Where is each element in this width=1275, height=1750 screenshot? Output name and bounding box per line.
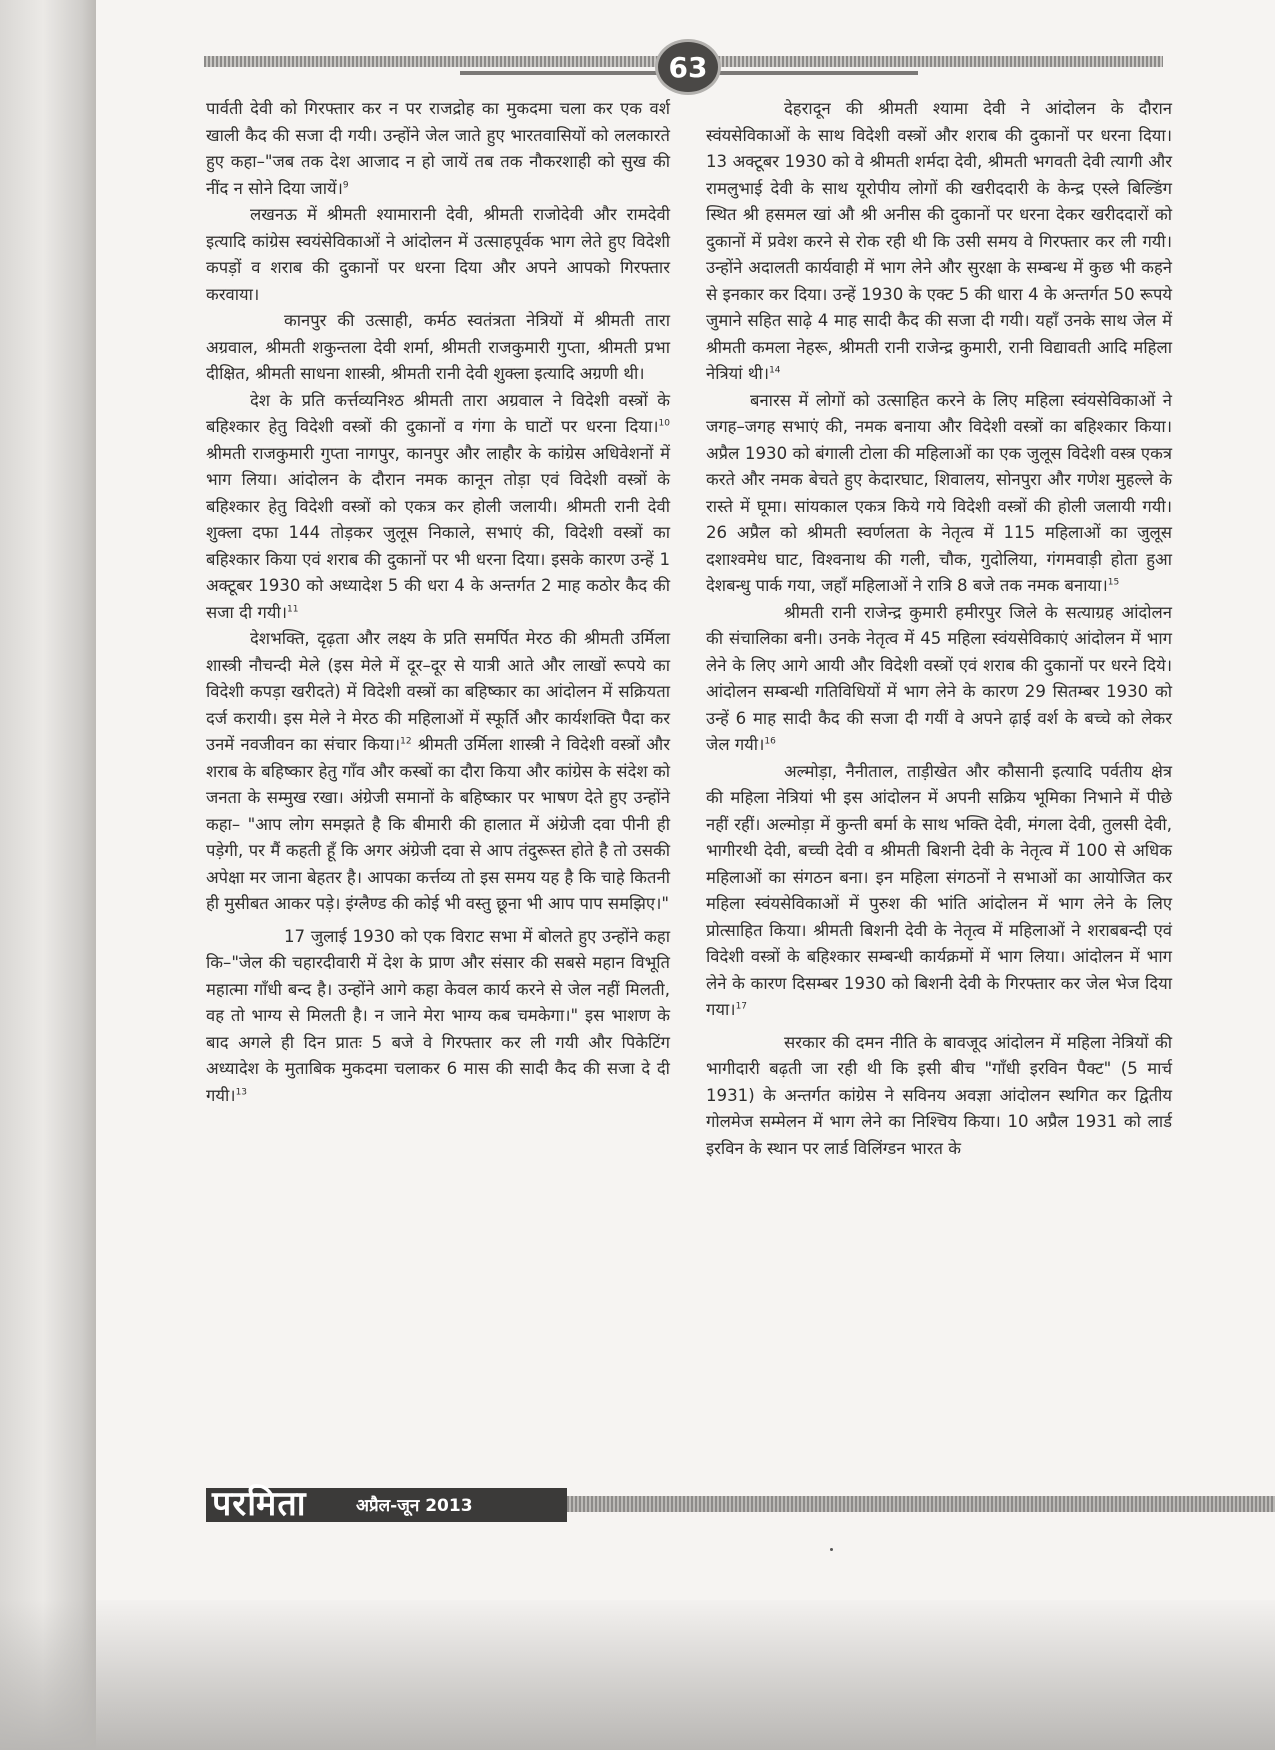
left-column [206, 96, 670, 1109]
footnote-marker: 13 [235, 1086, 248, 1097]
paragraph-text: बनारस में लोगों को उत्साहित करने के लिए महिला स्वंयसेविकाओं ने जगह–जगह सभाएं की, नमक बनाया और विदेशी वस्त्रों का बहिश्कार किया। अप्रैल 1930 को बंगाली टोला की महिलाओं का एक जुलूस विदेशी वस्त्र एकत्र करते और नमक बेचते हुए केदारघाट, शिवालय, सोनपुरा और गणेश मुहल्ले के रास्ते में घूमा। सांयकाल एकत्र किये गये विदेशी वस्त्रों की होली जलायी गयी। 26 अप्रैल को श्रीमती स्वर्णलता के नेतृत्व में 115 महिलाओं का जुलूस दशाश्वमेध घाट, विश्वनाथ की गली, चौक, गुदोलिया, गंगमवाड़ी होता हुआ देशबन्धु पार्क गया, जहाँ महिलाओं ने रात्रि 8 बजे तक नमक बनाया। [706, 390, 1172, 595]
paragraph-text: 17 जुलाई 1930 को एक विराट सभा में बोलते हुए उन्होंने कहा कि–"जेल की चहारदीवारी में देश के प्राण और संसार की सबसे महान विभूति महात्मा गाँधी बन्द है। उन्होंने आगे कहा केवल कार्य करने से जेल नहीं मिलती, वह तो भाग्य से मिलती है। न जाने मेरा भाग्य कब चमकेगा।" इस भाशण के बाद अगले ही दिन प्रातः 5 बजे वे गिरफ्तार कर ली गयी और पिकेटिंग अध्यादेश के मुताबिक मुकदमा चलाकर 6 मास की सादी कैद की सजा दे दी गयी। [206, 926, 670, 1105]
footnote-marker: 16 [764, 736, 776, 747]
paragraph [706, 96, 1172, 388]
page-gutter [0, 0, 96, 1750]
paragraph-text: पार्वती देवी को गिरफ्तार कर न पर राजद्रोह का मुकदमा चला कर एक वर्श खाली कैद की सजा दी गयी। उन्होंने जेल जाते हुए भारतवासियों को ललकारते हुए कहा–"जब तक देश आजाद न हो जायें तब तक नौकरशाही को सुख की नींद न सोने दिया जायें। [206, 99, 670, 198]
paragraph-text: सरकार की दमन नीति के बावजूद आंदोलन में महिला नेत्रियों की भागीदारी बढ़ती जा रही थी कि इसी बीच "गाँधी इरविन पैक्ट" (5 मार्च 1931) के अन्तर्गत कांग्रेस ने सविनय अवज्ञा आंदोलन स्थगित कर द्वितीय गोलमेज सम्मेलन में भाग लेने का निश्चिय किया। 10 अप्रैल 1931 को लार्ड इरविन के स्थान पर लार्ड विलिंग्डन भारत के [706, 1032, 1172, 1158]
paragraph [206, 388, 670, 627]
paragraph [706, 1030, 1172, 1163]
footnote-marker: 14 [769, 365, 781, 376]
paragraph-text: लखनऊ में श्रीमती श्यामारानी देवी, श्रीमती राजोदेवी और रामदेवी इत्यादि कांग्रेस स्वयंसेविकाओं ने आंदोलन में उत्साहपूर्वक भाग लेते हुए विदेशी कपड़ों व शराब की दुकानों पर धरना दिया और अपने आपको गिरफ्तार करवाया। [206, 205, 670, 304]
footnote-marker: 15 [1107, 577, 1120, 588]
page-number: 63 [658, 42, 718, 92]
footnote-marker: 11 [287, 603, 299, 614]
paragraph [706, 600, 1172, 759]
paragraph-text: देशभक्ति, दृढ़ता और लक्ष्य के प्रति समर्पित मेरठ की श्रीमती उर्मिला शास्त्री नौचन्दी मेले (इस मेले में दूर–दूर से यात्री आते और लाखों रूपये का विदेशी कपड़ा खरीदते) में विदेशी वस्त्रों का बहिष्कार का आंदोलन में सक्रियता दर्ज करायी। इस मेले ने मेरठ की महिलाओं में स्फूर्ति और कार्यशक्ति पैदा कर उनमें नवजीवन का संचार किया। [206, 629, 670, 754]
header-rule-right-accent [718, 71, 918, 75]
paragraph [206, 308, 670, 388]
footer-rule [567, 1496, 1275, 1512]
header-rule-left-accent [460, 71, 659, 75]
paragraph-text: अल्मोड़ा, नैनीताल, ताड़ीखेत और कौसानी इत्यादि पर्वतीय क्षेत्र की महिला नेत्रियां भी इस आंदोलन में अपनी सक्रिय भूमिका निभाने में पीछे नहीं रहीं। अल्मोड़ा में कुन्ती बर्मा के साथ भक्ति देवी, मंगला देवी, तुलसी देवी, भागीरथी देवी, बच्ची देवी व श्रीमती बिशनी देवी के नेतृत्व में 100 से अधिक महिलाओं का संगठन बना। इन महिला संगठनों ने सभाओं का आयोजित कर महिला स्वंयसेविकाओं में पुरुश की भांति आंदोलन में भाग लेने के लिए प्रोत्साहित किया। श्रीमती बिशनी देवी के नेतृत्व में महिलाओं ने शराबबन्दी एवं विदेशी वस्त्रों के बहिश्कार सम्बन्धी कार्यक्रमों में भाग लिया। आंदोलन में भाग लेने के कारण दिसम्बर 1930 को बिशनी देवी के गिरफ्तार कर जेल भेज दिया गया। [706, 761, 1173, 1019]
scan-shadow [0, 1600, 1275, 1750]
header-rule-left [204, 56, 659, 67]
footnote-marker: 12 [400, 736, 412, 747]
paragraph [206, 924, 670, 1110]
paragraph-text-cont: श्रीमती उर्मिला शास्त्री ने विदेशी वस्त्रों और शराब के बहिष्कार हेतु गाँव और कस्बों का दौरा किया और कांग्रेस के संदेश को जनता के सम्मुख रखा। अंग्रेजी समानों के बहिष्कार पर भाषण देते हुए उन्होंने कहा– "आप लोग समझते है कि बीमारी की हालात में अंग्रेजी दवा पीनी ही पड़ेगी, पर मैं कहती हूँ कि अगर अंग्रेजी दवा से आप तंदुरूस्त होते है तो उसकी अपेक्षा मर जाना बेहतर है। आपका कर्त्तव्य तो इस समय यह है कि चाहे कितनी ही मुसीबत आकर पड़े। इंग्लैण्ड की कोई भी वस्तु छूना भी आप पाप समझिए।" [206, 735, 670, 913]
scan-speck [830, 1548, 833, 1551]
footnote-marker: 10 [658, 418, 670, 429]
paragraph-text: कानपुर की उत्साही, कर्मठ स्वतंत्रता नेत्रियों में श्रीमती तारा अग्रवाल, श्रीमती शकुन्तला देवी शर्मा, श्रीमती राजकुमारी गुप्ता, श्रीमती प्रभा दीक्षित, श्रीमती साधना शास्त्री, श्रीमती रानी देवी शुक्ला इत्यादि अग्रणी थी। [206, 311, 670, 383]
paragraph [206, 202, 670, 308]
paragraph [206, 96, 670, 202]
header-rule-right [718, 56, 1163, 67]
issue-date: अप्रैल-जून 2013 [356, 1496, 473, 1516]
paragraph-text-cont: श्रीमती राजकुमारी गुप्ता नागपुर, कानपुर और लाहौर के कांग्रेस अधिवेशनों में भाग लिया। आंदोलन के दौरान नमक कानून तोड़ा एवं विदेशी वस्त्रों के बहिश्कार हेतु विदेशी वस्त्रों को एकत्र कर होली जलायी। श्रीमती रानी देवी शुक्ला दफा 144 तोड़कर जुलूस निकाले, सभाएं की, विदेशी वस्त्रों का बहिश्कार किया एवं शराब की दुकानों पर भी धरना दिया। इसके कारण उन्हें 1 अक्टूबर 1930 को अध्यादेश 5 की धरा 4 के अन्तर्गत 2 माह कठोर कैद की सजा दी गयी। [206, 443, 670, 622]
right-column [706, 96, 1172, 1162]
paragraph [706, 759, 1172, 1024]
footnote-marker: 17 [735, 1001, 748, 1012]
paragraph-text: देहरादून की श्रीमती श्यामा देवी ने आंदोलन के दौरान स्वंयसेविकाओं के साथ विदेशी वस्त्रों और शराब की दुकानों पर धरना दिया। 13 अक्टूबर 1930 को वे श्रीमती शर्मदा देवी, श्रीमती भगवती देवी त्यागी और रामलुभाई देवी के साथ यूरोपीय लोगों की खरीददारी के केन्द्र एस्ले बिल्डिंग स्थित श्री हसमल खां औ श्री अनीस की दुकानों पर धरना देकर खरीददारों को दुकानों में प्रवेश करने से रोक रही थी कि उसी समय वे गिरफ्तार कर ली गयी। उन्होंने अदालती कार्यवाही में भाग लेने और सुरक्षा के सम्बन्ध में कुछ भी कहने से इनकार कर दिया। उन्हें 1930 के एक्ट 5 की धारा 4 के अन्तर्गत 50 रूपये जुमाने सहित साढ़े 4 माह सादी कैद की सजा दी गयी। यहाँ उनके साथ जेल में श्रीमती कमला नेहरू, श्रीमती रानी राजेन्द्र कुमारी, रानी विद्यावती आदि महिला नेत्रियां थी। [706, 99, 1172, 383]
paragraph [206, 626, 670, 918]
paragraph [706, 388, 1172, 600]
paragraph-text: देश के प्रति कर्त्तव्यनिश्ठ श्रीमती तारा अग्रवाल ने विदेशी वस्त्रों के बहिश्कार हेतु विदेशी वस्त्रों की दुकानों व गंगा के घाटों पर धरना दिया। [206, 390, 670, 436]
footnote-marker: 9 [342, 179, 349, 190]
magazine-logo: परमिता [212, 1484, 307, 1524]
paragraph-text: श्रीमती रानी राजेन्द्र कुमारी हमीरपुर जिले के सत्याग्रह आंदोलन की संचालिका बनी। उनके नेतृत्व में 45 महिला स्वंयसेविकाएं आंदोलन में भाग लेने के लिए आगे आयी और विदेशी वस्त्रों एवं शराब की दुकानों पर धरने दिये। आंदोलन सम्बन्धी गतिविधियों में भाग लेने के कारण 29 सितम्बर 1930 को उन्हें 6 माह सादी कैद की सजा दी गयीं वे अपने ढ़ाई वर्श के बच्चे को लेकर जेल गयी। [706, 602, 1173, 754]
